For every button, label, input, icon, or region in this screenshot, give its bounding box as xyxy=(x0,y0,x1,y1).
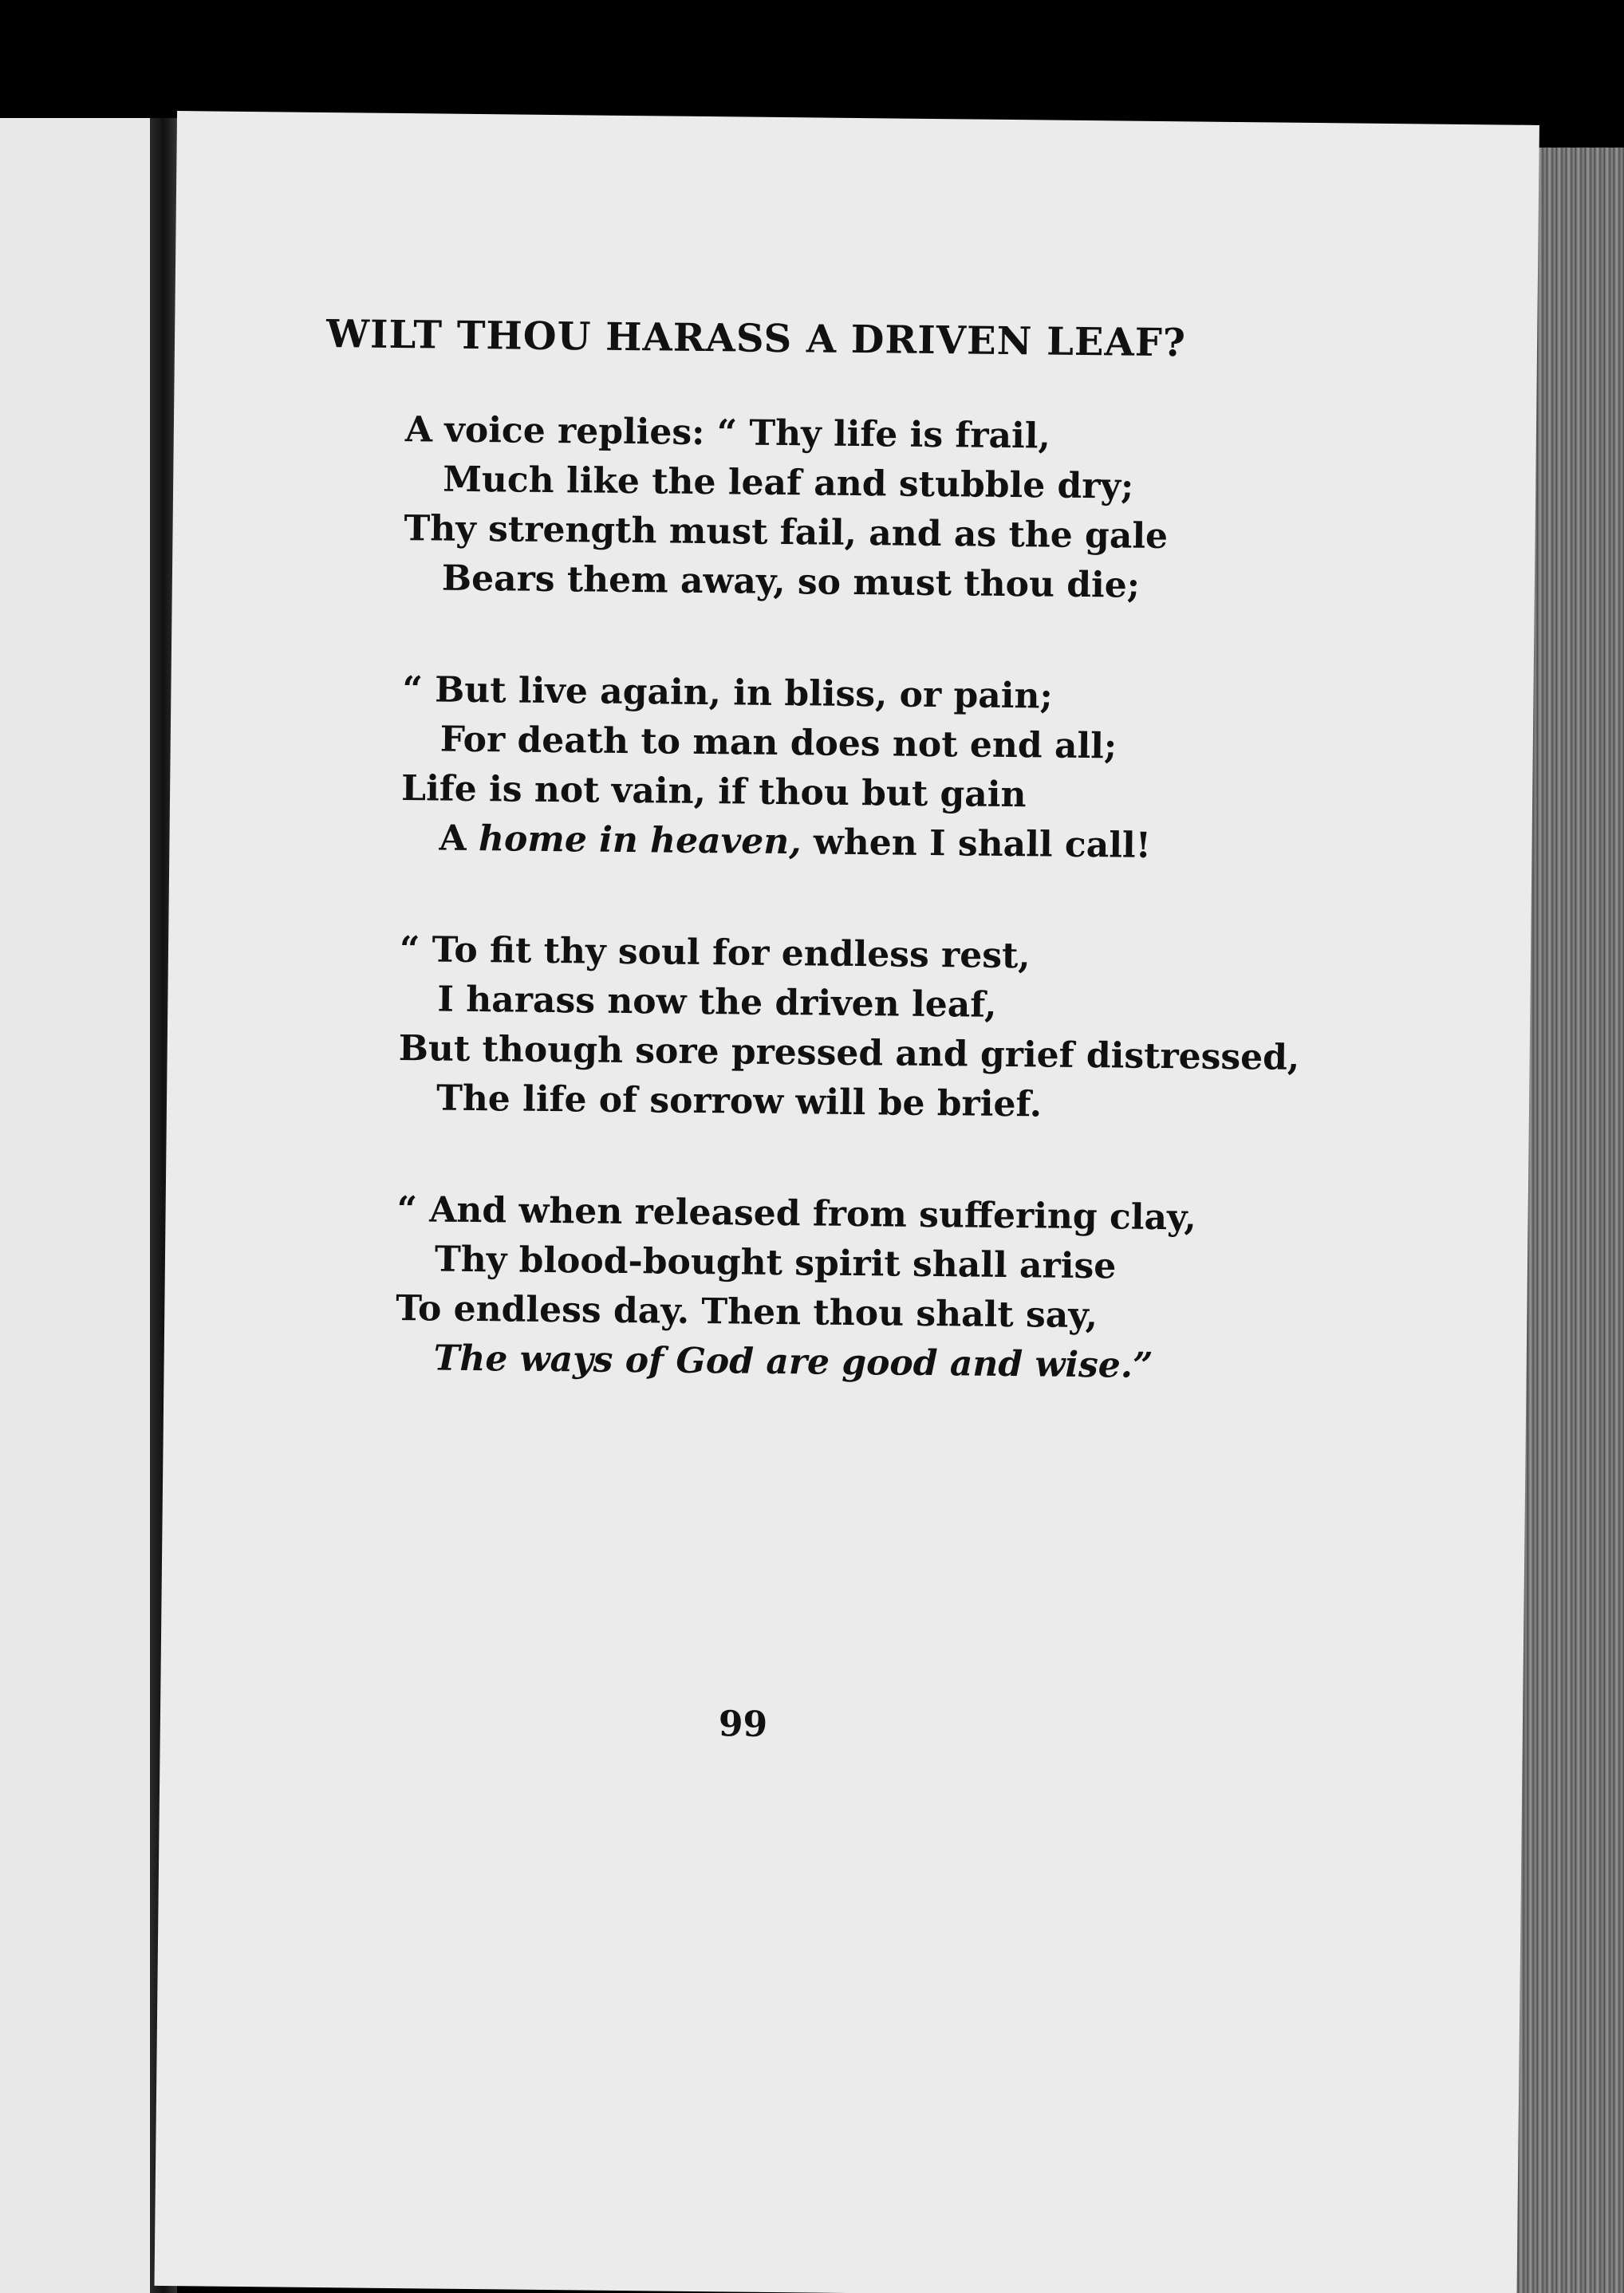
stanza-4 xyxy=(315,1184,1418,1393)
poem-line: To endless day. Then thou shalt say, xyxy=(396,1288,1098,1337)
poem xyxy=(315,312,1428,1456)
poem-line: Thy strength must fail, and as the gale xyxy=(404,508,1169,557)
poem-line: Much like the leaf and stubble dry; xyxy=(442,459,1134,507)
book-page xyxy=(154,111,1539,2293)
poem-line: Life is not vain, if thou but gain xyxy=(400,768,1027,816)
poem-line: The life of sorrow will be brief. xyxy=(436,1078,1043,1125)
stanza-3 xyxy=(318,924,1421,1133)
poem-line: Bears them away, so must thou die; xyxy=(441,557,1141,606)
stanza-2 xyxy=(321,664,1424,873)
poem-line: “ And when released from suffering clay, xyxy=(396,1189,1196,1239)
page-number: 99 xyxy=(718,1704,768,1745)
poem-line: A voice replies: “ Thy life is frail, xyxy=(404,409,1051,457)
line-text: when I shall call! xyxy=(801,821,1152,866)
italic-phrase: home in heaven, xyxy=(478,818,802,863)
poem-line: “ To fit thy soul for endless rest, xyxy=(399,929,1031,977)
line-text: A xyxy=(439,818,479,860)
left-page-edge xyxy=(0,118,156,2293)
poem-line: For death to man does not end all; xyxy=(440,719,1117,767)
poem-line: I harass now the driven leaf, xyxy=(437,979,997,1026)
poem-line xyxy=(321,813,1422,873)
poem-line: The ways of God are good and wise.” xyxy=(433,1338,1153,1386)
stanza-1 xyxy=(324,404,1427,613)
poem-line: But though sore pressed and grief distressed, xyxy=(398,1028,1300,1078)
poem-line: Thy blood-bought spirit shall arise xyxy=(434,1239,1117,1287)
poem-title: WILT THOU HARASS A DRIVEN LEAF? xyxy=(325,312,1187,366)
poem-line: “ But live again, in bliss, or pain; xyxy=(402,669,1054,717)
